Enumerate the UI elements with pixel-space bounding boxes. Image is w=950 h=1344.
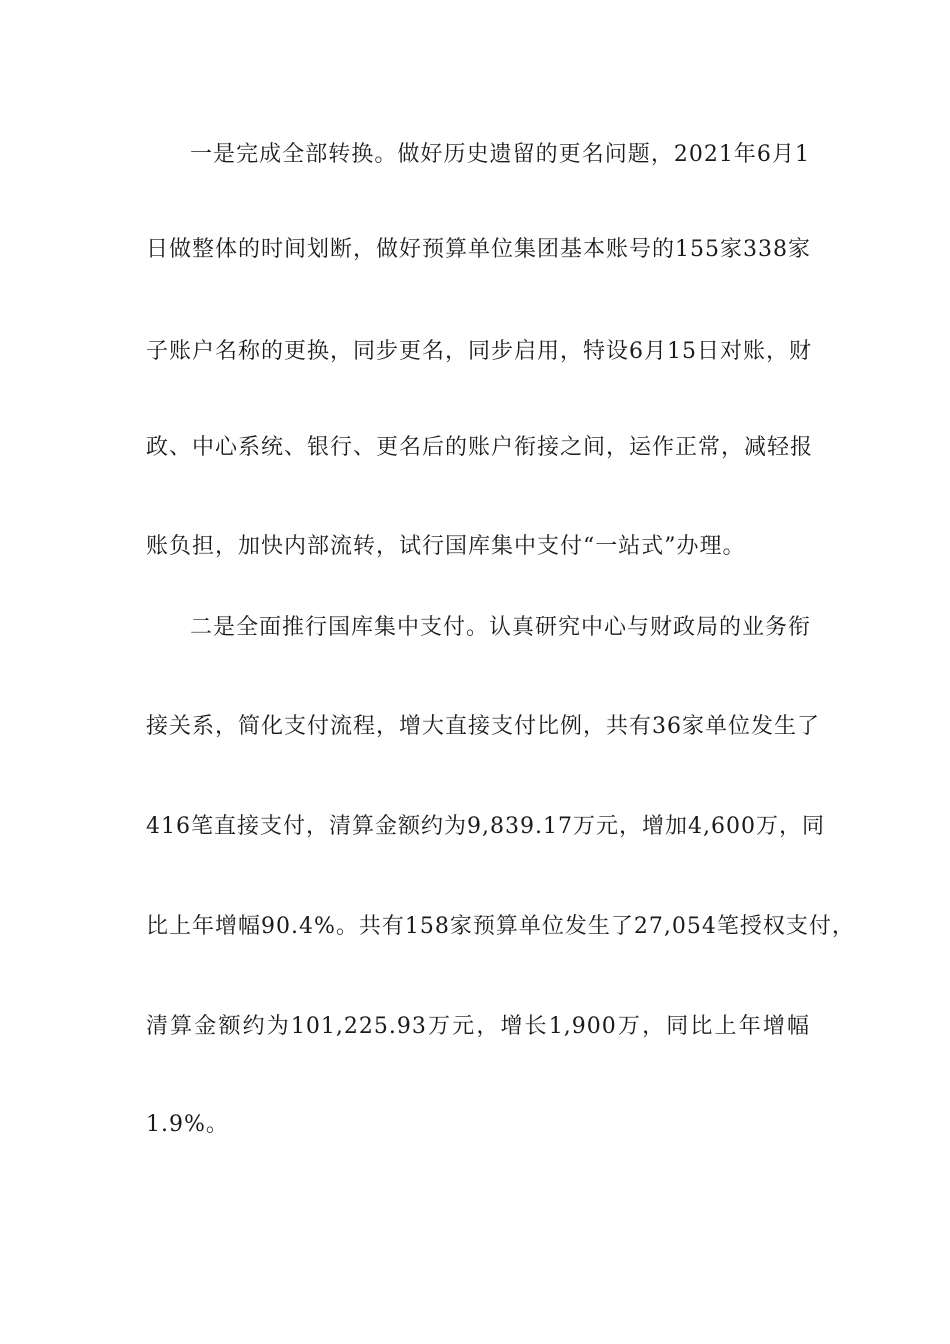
paragraph-line: 接关系，简化支付流程，增大直接支付比例，共有36家单位发生了: [146, 714, 820, 739]
paragraph-line: 清算金额约为101,225.93万元，增长1,900万，同比上年增幅: [146, 1014, 810, 1039]
paragraph-line: 政、中心系统、银行、更名后的账户衔接之间，运作正常，减轻报: [146, 435, 814, 460]
paragraph-line: 416笔直接支付，清算金额约为9,839.17万元，增加4,600万，同: [146, 814, 825, 839]
paragraph-line: 日做整体的时间划断，做好预算单位集团基本账号的155家338家: [146, 237, 811, 262]
paragraph-line: 1.9%。: [146, 1112, 229, 1137]
paragraph-line: 二是全面推行国库集中支付。认真研究中心与财政局的业务衔: [190, 615, 812, 640]
paragraph-line: 账负担，加快内部流转，试行国库集中支付“一站式”办理。: [146, 534, 746, 559]
paragraph-line: 子账户名称的更换，同步更名，同步启用，特设6月15日对账，财: [146, 339, 812, 364]
paragraph-line: 比上年增幅90.4%。共有158家预算单位发生了27,054笔授权支付，: [146, 914, 855, 939]
paragraph-line: 一是完成全部转换。做好历史遗留的更名问题，2021年6月1: [190, 142, 810, 167]
